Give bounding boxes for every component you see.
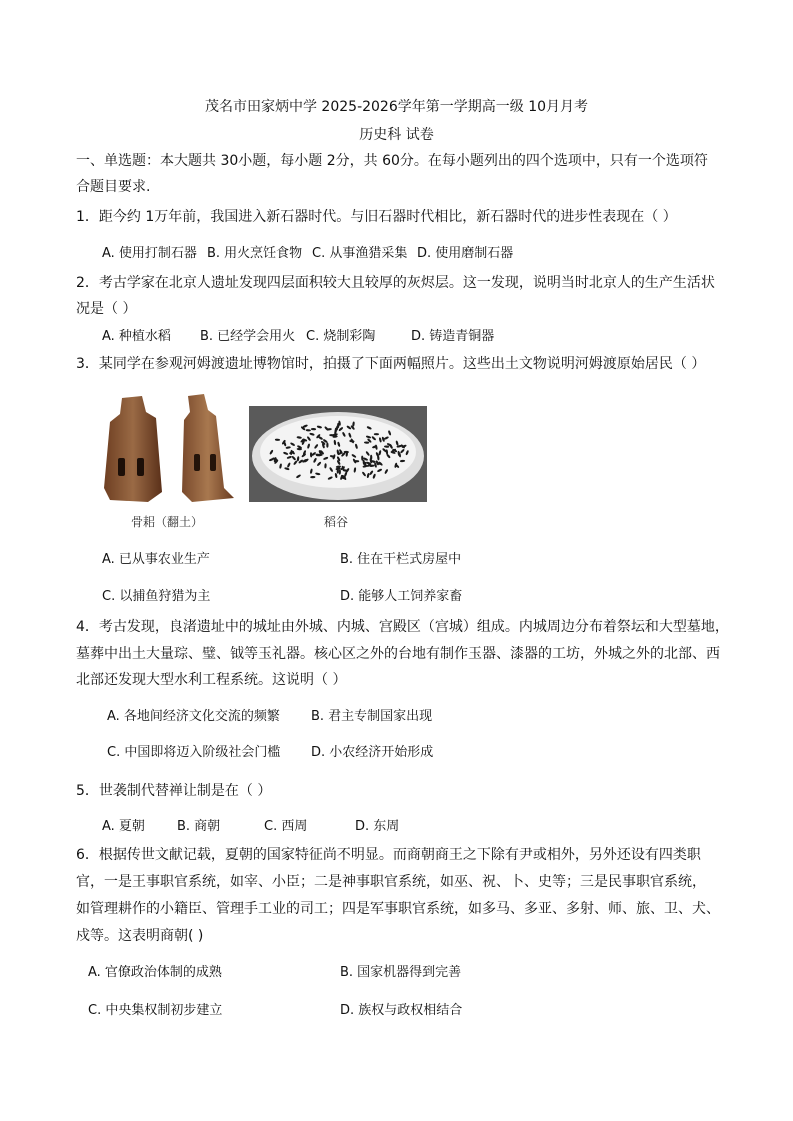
rice-grain bbox=[326, 443, 328, 448]
question-1-option-d: D. 使用磨制石器 bbox=[417, 246, 514, 261]
question-3-option-c: C. 以捕鱼狩猎为主 bbox=[102, 589, 211, 604]
question-2-option-c: C. 烧制彩陶 bbox=[306, 329, 376, 344]
rice-grain-caption: 稻谷 bbox=[324, 515, 349, 529]
question-3-option-b: B. 住在干栏式房屋中 bbox=[340, 552, 462, 567]
question-1-option-a: A. 使用打制石器 bbox=[102, 246, 197, 261]
question-6-line-2: 官，一是王事职官系统，如宰、小臣；二是神事职官系统，如巫、祝、卜、史等；三是民事职官系统， bbox=[76, 874, 706, 890]
question-5-option-d: D. 东周 bbox=[355, 819, 400, 834]
question-4-option-d: D. 小农经济开始形成 bbox=[311, 745, 434, 760]
question-4-line-2: 墓葬中出土大量琮、璧、钺等玉礼器。核心区之外的台地有制作玉器、漆器的工坊，外城之外的北部、西 bbox=[76, 646, 720, 662]
question-4-option-b: B. 君主专制国家出现 bbox=[311, 709, 433, 724]
exam-title: 茂名市田家炳中学 2025-2026学年第一学期高一级 10月月考 bbox=[204, 99, 589, 115]
question-6-option-a: A. 官僚政治体制的成熟 bbox=[88, 965, 222, 980]
question-2-line-1: 2．考古学家在北京人遗址发现四层面积较大且较厚的灰烬层。这一发现，说明当时北京人的生产生活状 bbox=[76, 275, 715, 291]
question-5-option-c: C. 西周 bbox=[264, 819, 308, 834]
question-1-line-1: 1．距今约 1万年前，我国进入新石器时代。与旧石器时代相比，新石器时代的进步性表现在（ ） bbox=[76, 209, 677, 225]
question-2-option-d: D. 铸造青铜器 bbox=[411, 329, 495, 344]
question-4-line-3: 北部还发现大型水利工程系统。这说明（ ） bbox=[76, 672, 347, 688]
question-4-option-c: C. 中国即将迈入阶级社会门槛 bbox=[107, 745, 281, 760]
question-6-option-c: C. 中央集权制初步建立 bbox=[88, 1003, 223, 1018]
exam-subtitle: 历史科 试卷 bbox=[359, 127, 434, 143]
question-2-line-2: 况是（ ） bbox=[76, 301, 137, 317]
bone-spade-photo bbox=[100, 392, 242, 506]
question-6-line-3: 如管理耕作的小籍臣、管理手工业的司工；四是军事职官系统，如多马、多亚、多射、师、旅、卫、犬、 bbox=[76, 901, 720, 917]
question-6-line-4: 戍等。这表明商朝( ) bbox=[76, 928, 204, 944]
question-3-option-a: A. 已从事农业生产 bbox=[102, 552, 210, 567]
question-6-line-1: 6．根据传世文献记载，夏朝的国家特征尚不明显。而商朝商王之下除有尹或相外，另外还设有四类职 bbox=[76, 847, 701, 863]
question-6-option-d: D. 族权与政权相结合 bbox=[340, 1003, 463, 1018]
question-2-option-b: B. 已经学会用火 bbox=[200, 329, 296, 344]
question-1-option-c: C. 从事渔猎采集 bbox=[312, 246, 408, 261]
question-4-option-a: A. 各地间经济文化交流的频繁 bbox=[107, 709, 280, 724]
question-4-line-1: 4．考古发现，良渚遗址中的城址由外城、内城、宫殿区（宫城）组成。内城周边分布着祭坛和大型墓地， bbox=[76, 619, 729, 635]
section-heading-line-2: 合题目要求. bbox=[76, 179, 151, 195]
question-5-line-1: 5．世袭制代替禅让制是在（ ） bbox=[76, 783, 272, 799]
rice-grain-photo bbox=[249, 406, 427, 502]
section-heading-line-1: 一、单选题：本大题共 30小题，每小题 2分，共 60分。在每小题列出的四个选项中，只有一个选项符 bbox=[76, 153, 708, 169]
question-6-option-b: B. 国家机器得到完善 bbox=[340, 965, 462, 980]
question-3-option-d: D. 能够人工饲养家畜 bbox=[340, 589, 463, 604]
question-5-option-b: B. 商朝 bbox=[177, 819, 221, 834]
question-3-line-1: 3．某同学在参观河姆渡遗址博物馆时，拍摄了下面两幅照片。这些出土文物说明河姆渡原始居民（ ） bbox=[76, 356, 706, 372]
question-1-option-b: B. 用火烹饪食物 bbox=[207, 246, 303, 261]
question-2-option-a: A. 种植水稻 bbox=[102, 329, 171, 344]
question-5-option-a: A. 夏朝 bbox=[102, 819, 145, 834]
bone-spade-caption: 骨耜（翻土） bbox=[131, 515, 204, 529]
